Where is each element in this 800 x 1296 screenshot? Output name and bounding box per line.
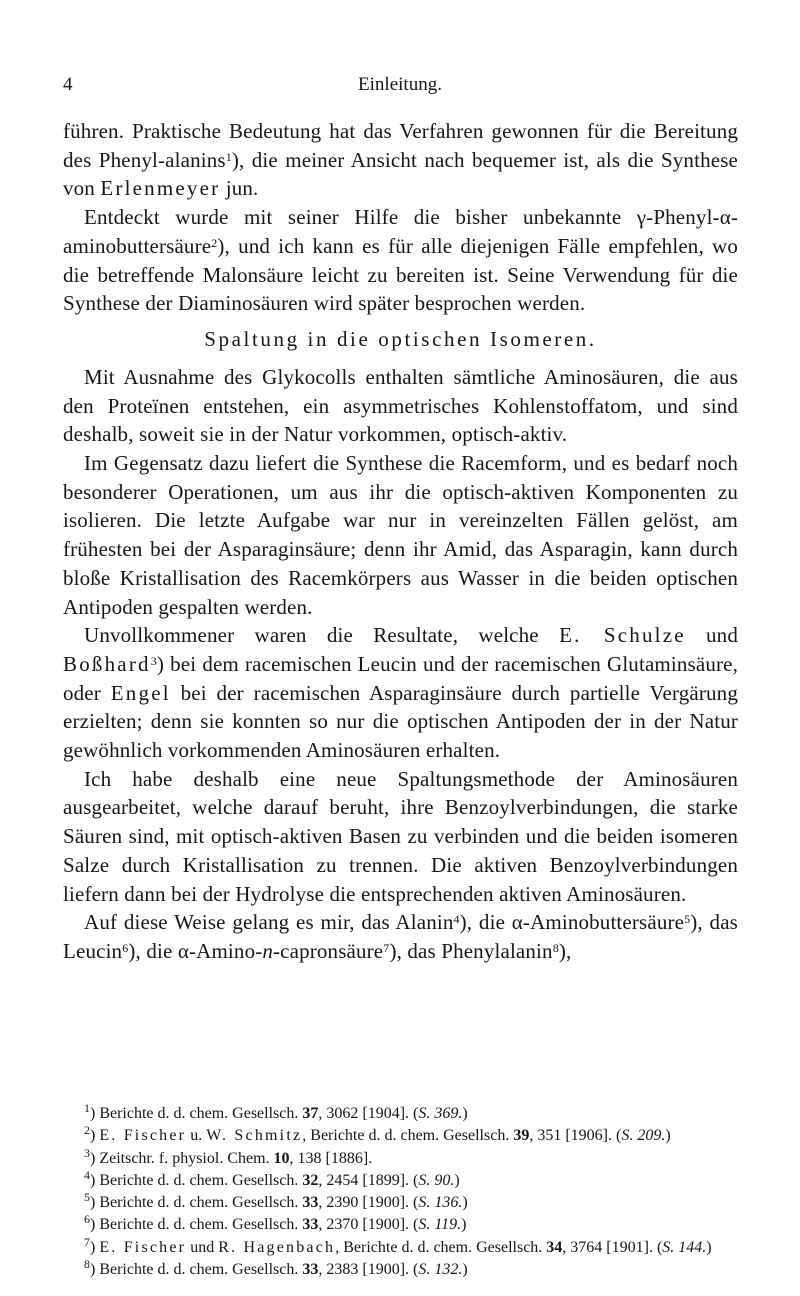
text-run: ): [462, 1105, 468, 1122]
page-ref: S. 136.: [418, 1194, 463, 1212]
page-ref: S. 209.: [621, 1127, 666, 1145]
footnote: $^4$) Berichte d. d. chem. Gesellsch. 32, 2454 [1899]. (S. 90.): [84, 1167, 460, 1189]
text-run: ): [706, 1238, 712, 1256]
footnote-mark: 4: [84, 1167, 90, 1182]
text-run: , 2390 [1900]. (: [318, 1194, 419, 1212]
text-run: Berichte d. d. chem. Gesellsch.: [99, 1261, 303, 1279]
footnotes: [63, 1103, 738, 1281]
paragraph: führen. Praktische Bedeutung hat das Verfahren gewonnen für die Bereitung des Phenyl-alanins$^1$), die meiner Ansicht nach bequemer ist, als die Synthese von Erlenmeyer jun.: [63, 119, 738, 201]
footnote-ref: 3: [150, 653, 157, 668]
section-heading: Spaltung in die optischen Isomeren.: [204, 326, 597, 351]
italic-n: n: [262, 938, 274, 963]
footnote-mark: 5: [84, 1190, 90, 1205]
author-name: E. Fischer: [99, 1238, 187, 1256]
footnote: $^2$) E. Fischer u. W. Schmitz, Berichte d. d. chem. Gesellsch. 39, 351 [1906]. (S. 209.): [84, 1123, 671, 1145]
paragraph: Entdeckt wurde mit seiner Hilfe die bisher unbekannte γ-Phenyl-α-aminobuttersäure$^2$), und ich kann es für alle diejenigen Fälle empfehlen, wo die betreffende Malonsäure leicht zu bereiten ist. Seine Verwendung für die Synthese der Diaminosäuren wird später besprochen werden.: [63, 205, 738, 316]
footnote: $^1$) Berichte d. d. chem. Gesellsch. 37, 3062 [1904]. (S. 369.): [84, 1101, 468, 1122]
text-run: Berichte d. d. chem. Gesellsch.: [99, 1194, 303, 1212]
author-name: E. Schulze: [559, 623, 686, 648]
text-run: , Berichte d. d. chem. Gesellsch.: [302, 1127, 514, 1145]
footnote-ref: 5: [684, 912, 691, 927]
footnote-ref: 4: [453, 912, 460, 927]
text-run: ): [462, 1194, 468, 1212]
paragraph: Auf diese Weise gelang es mir, das Alanin$^4$), die α-Aminobuttersäure$^5$), das Leucin$^6$), die α-Amino-n-capronsäure$^7$), das Phenylalanin$^8$),: [63, 910, 738, 963]
volume: 33: [302, 1261, 319, 1279]
text-run: , und ich kann es für alle diejenigen Fälle empfehlen, wo die betreffende Malonsäure leicht zu bereiten ist. Seine Verwendung für die Synthese der Diaminosäuren wird später besprochen werden.: [63, 233, 738, 316]
text-run: ,: [566, 938, 572, 963]
footnote-ref: 6: [122, 940, 129, 955]
text-run: , das Phenylalanin: [396, 938, 553, 963]
footnote-ref: 8: [552, 940, 559, 955]
text-run: , 2454 [1899]. (: [318, 1171, 419, 1189]
text-run: , die α-Aminobuttersäure: [466, 910, 685, 935]
footnote-ref: 1: [225, 149, 232, 164]
volume: 10: [273, 1149, 290, 1167]
text-run: , 2370 [1900]. (: [318, 1216, 419, 1234]
text-run: und: [186, 1238, 219, 1256]
text-run: Berichte d. d. chem. Gesellsch.: [99, 1105, 303, 1122]
footnote: $^5$) Berichte d. d. chem. Gesellsch. 33, 2390 [1900]. (S. 136.): [84, 1190, 468, 1212]
text-run: ): [462, 1261, 468, 1279]
text-run: Berichte d. d. chem. Gesellsch.: [99, 1171, 303, 1189]
page-ref: S. 132.: [418, 1261, 463, 1279]
text-run: Berichte d. d. chem. Gesellsch.: [99, 1216, 303, 1234]
author-name: R. Hagenbach: [218, 1238, 336, 1256]
paragraph: Ich habe deshalb eine neue Spaltungsmethode der Aminosäuren ausgearbeitet, welche darauf beruht, ihre Benzoylverbindungen, die starke Säuren sind, mit optisch-aktiven Basen zu verbinden und die beiden isomeren Salze durch Kristallisation zu trennen. Die aktiven Benzoylverbindungen liefern dann bei der Hydrolyse die entsprechenden aktiven Aminosäuren.: [63, 766, 738, 906]
page-ref: S. 369.: [418, 1105, 463, 1122]
footnote-ref: 7: [383, 940, 390, 955]
footnote: $^3$) Zeitschr. f. physiol. Chem. 10, 138 [1886].: [84, 1145, 373, 1167]
text-run: bei dem racemischen Leucin und der racemischen Glutaminsäure, oder: [63, 651, 738, 705]
main-text: [63, 117, 738, 966]
text-run: ): [665, 1127, 671, 1145]
author-name: Erlenmeyer: [100, 176, 221, 201]
text-run: Auf diese Weise gelang es mir, das Alanin: [84, 910, 454, 935]
volume: 33: [302, 1194, 319, 1212]
page-number: 4: [63, 74, 73, 95]
text-run: bei der racemischen Asparaginsäure durch partielle Vergärung erzielten; denn sie konnten so nur die optischen Antipoden der in der Natur gewöhnlich vorkommenden Aminosäuren erhalten.: [63, 680, 738, 763]
volume: 32: [302, 1171, 319, 1189]
text-run: , Berichte d. d. chem. Gesellsch.: [335, 1238, 547, 1256]
footnote: $^8$) Berichte d. d. chem. Gesellsch. 33, 2383 [1900]. (S. 132.): [84, 1257, 468, 1279]
page-ref: S. 90.: [418, 1171, 455, 1189]
author-name: W. Schmitz: [206, 1127, 303, 1145]
text-run: Unvollkommener waren die Resultate, welche: [84, 623, 560, 648]
footnote-mark: 7: [84, 1234, 90, 1249]
text-run: und: [685, 623, 738, 648]
paragraph: Im Gegensatz dazu liefert die Synthese die Racemform, und es bedarf noch besonderer Operationen, um aus ihr die optisch-aktiven Komponenten zu isolieren. Die letzte Aufgabe war nur in vereinzelten Fällen gelöst, am frühesten bei der Asparaginsäure; denn ihr Amid, das Asparagin, kann durch bloße Kristallisation des Racemkörpers aus Wasser in die beiden optischen Antipoden gespalten werden.: [63, 451, 738, 619]
text-run: , die α-Amino-: [135, 938, 263, 963]
footnote-mark: 3: [84, 1145, 90, 1160]
text-run: , die meiner Ansicht nach bequemer ist, als die Synthese von: [63, 147, 738, 201]
author-name: E. Fischer: [99, 1127, 187, 1145]
footnote-mark: 6: [84, 1212, 90, 1227]
footnote-ref: 2: [211, 235, 218, 250]
paragraph: Unvollkommener waren die Resultate, welche E. Schulze und Boßhard$^3$) bei dem racemischen Leucin und der racemischen Glutaminsäure, oder Engel bei der racemischen Asparaginsäure durch partielle Vergärung erzielten; denn sie konnten so nur die optischen Antipoden der in der Natur gewöhnlich vorkommenden Aminosäuren erhalten.: [63, 623, 738, 763]
footnote-mark: 8: [84, 1257, 90, 1272]
text-run: jun.: [220, 176, 259, 201]
footnote-mark: 1: [84, 1101, 90, 1115]
text-run: führen. Praktische Bedeutung hat das Verfahren gewonnen für die Bereitung des Phenyl-alanins: [63, 119, 738, 172]
footnote: $^7$) E. Fischer und R. Hagenbach, Berichte d. d. chem. Gesellsch. 34, 3764 [1901]. (S. 144.): [84, 1234, 712, 1256]
volume: 34: [546, 1238, 563, 1256]
text-run: Entdeckt wurde mit seiner Hilfe die bisher unbekannte γ-Phenyl-α-aminobuttersäure: [63, 205, 738, 258]
text-run: Zeitschr. f. physiol. Chem.: [99, 1149, 274, 1167]
footnote-mark: 2: [84, 1123, 90, 1138]
footnote: $^6$) Berichte d. d. chem. Gesellsch. 33, 2370 [1900]. (S. 119.): [84, 1212, 467, 1234]
text-run: , das Leucin: [63, 910, 738, 963]
text-run: , 351 [1906]. (: [529, 1127, 622, 1145]
text-run: -capronsäure: [273, 938, 384, 963]
volume: 37: [302, 1105, 319, 1122]
author-name: Engel: [110, 680, 171, 705]
volume: 33: [302, 1216, 319, 1234]
page-ref: S. 119.: [418, 1216, 462, 1234]
text-run: , 3062 [1904]. (: [318, 1105, 419, 1122]
running-title: Einleitung.: [358, 74, 442, 95]
page-ref: S. 144.: [662, 1238, 707, 1256]
author-name: Boßhard: [63, 651, 151, 676]
text-run: ): [461, 1216, 467, 1234]
text-run: ): [454, 1171, 460, 1189]
text-run: u.: [186, 1127, 207, 1145]
text-run: , 2383 [1900]. (: [318, 1261, 419, 1279]
volume: 39: [513, 1127, 530, 1145]
paragraph: Mit Ausnahme des Glykocolls enthalten sämtliche Aminosäuren, die aus den Proteïnen entstehen, ein asymmetrisches Kohlenstoffatom, und sind deshalb, soweit sie in der Natur vorkommen, optisch-aktiv.: [63, 364, 738, 447]
text-run: , 3764 [1901]. (: [562, 1238, 663, 1256]
text-run: , 138 [1886].: [289, 1149, 373, 1167]
